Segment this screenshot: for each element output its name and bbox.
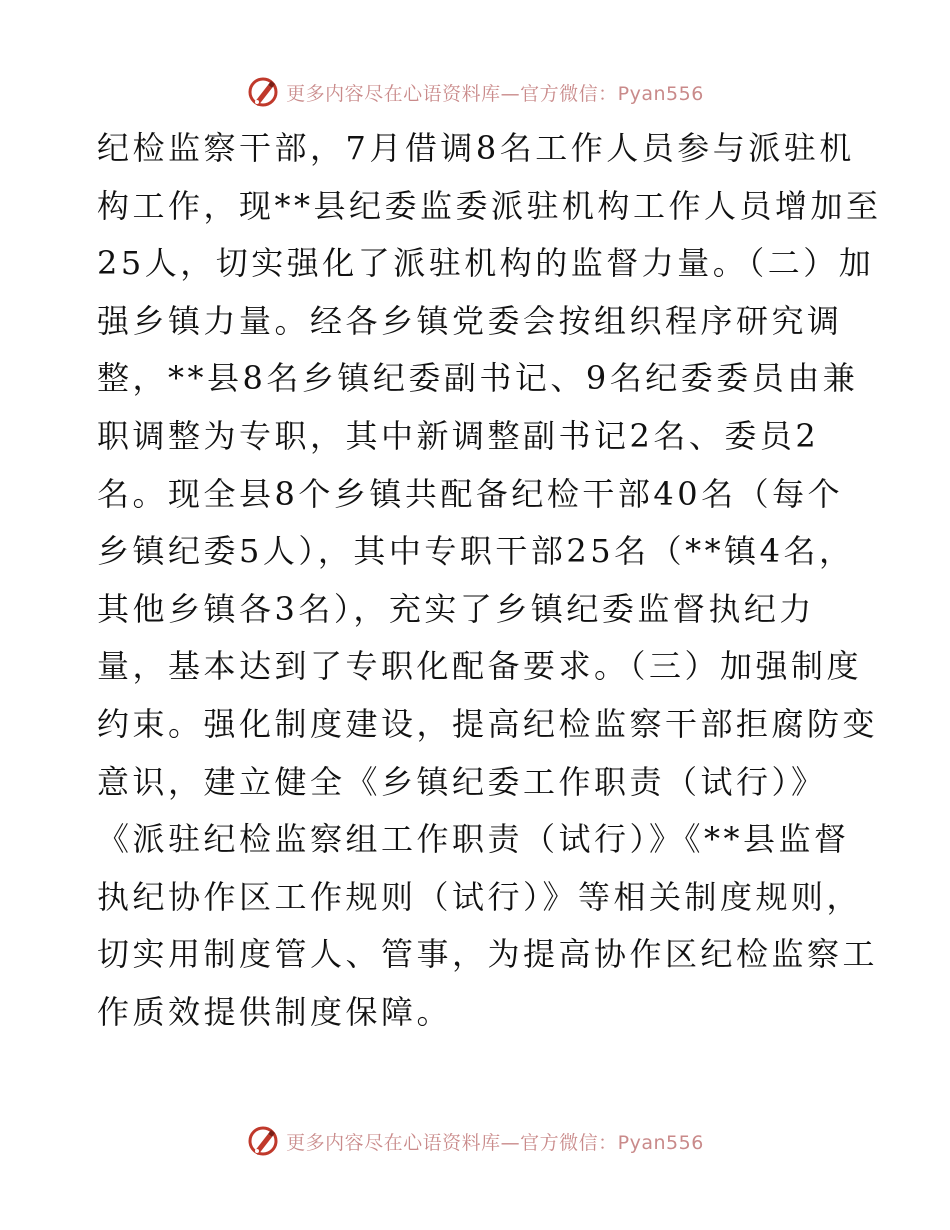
paragraph-line: 意识，建立健全《乡镇纪委工作职责（试行）》 <box>97 762 827 801</box>
paragraph-line: 构工作，现**县纪委监委派驻机构工作人员增加至 <box>97 186 882 225</box>
paragraph-line: 名。现全县8个乡镇共配备纪检干部40名（每个 <box>97 474 844 513</box>
paragraph-line: 25人，切实强化了派驻机构的监督力量。（二）加 <box>97 244 875 283</box>
paragraph-line: 整，**县8名乡镇纪委副书记、9名纪委委员由兼 <box>97 359 859 398</box>
document-body <box>97 120 882 1042</box>
pen-logo-icon <box>246 75 280 109</box>
footer-watermark <box>0 1121 950 1161</box>
paragraph-line: 《派驻纪检监察组工作职责（试行）》《**县监督 <box>97 820 850 859</box>
paragraph-line: 约束。强化制度建设，提高纪检监察干部拒腐防变 <box>97 704 879 743</box>
watermark-text: 更多内容尽在心语资料库—官方微信：Pyan556 <box>286 82 704 105</box>
paragraph-line: 其他乡镇各3名），充实了乡镇纪委监督执纪力 <box>97 589 815 628</box>
pen-logo-icon <box>246 1124 280 1158</box>
paragraph-line: 强乡镇力量。经各乡镇党委会按组织程序研究调 <box>97 301 843 340</box>
paragraph-line: 纪检监察干部，7月借调8名工作人员参与派驻机 <box>97 129 855 167</box>
paragraph-line: 作质效提供制度保障。 <box>97 992 453 1031</box>
watermark-text: 更多内容尽在心语资料库—官方微信：Pyan556 <box>286 1131 704 1154</box>
header-watermark <box>0 72 950 112</box>
paragraph-line: 量，基本达到了专职化配备要求。（三）加强制度 <box>97 647 863 686</box>
paragraph-line: 乡镇纪委5人），其中专职干部25名（**镇4名， <box>97 532 855 571</box>
paragraph-line: 职调整为专职，其中新调整副书记2名、委员2 <box>97 416 820 455</box>
paragraph-line: 切实用制度管人、管事，为提高协作区纪检监察工 <box>97 935 879 974</box>
paragraph-line: 执纪协作区工作规则（试行）》等相关制度规则， <box>97 877 863 916</box>
